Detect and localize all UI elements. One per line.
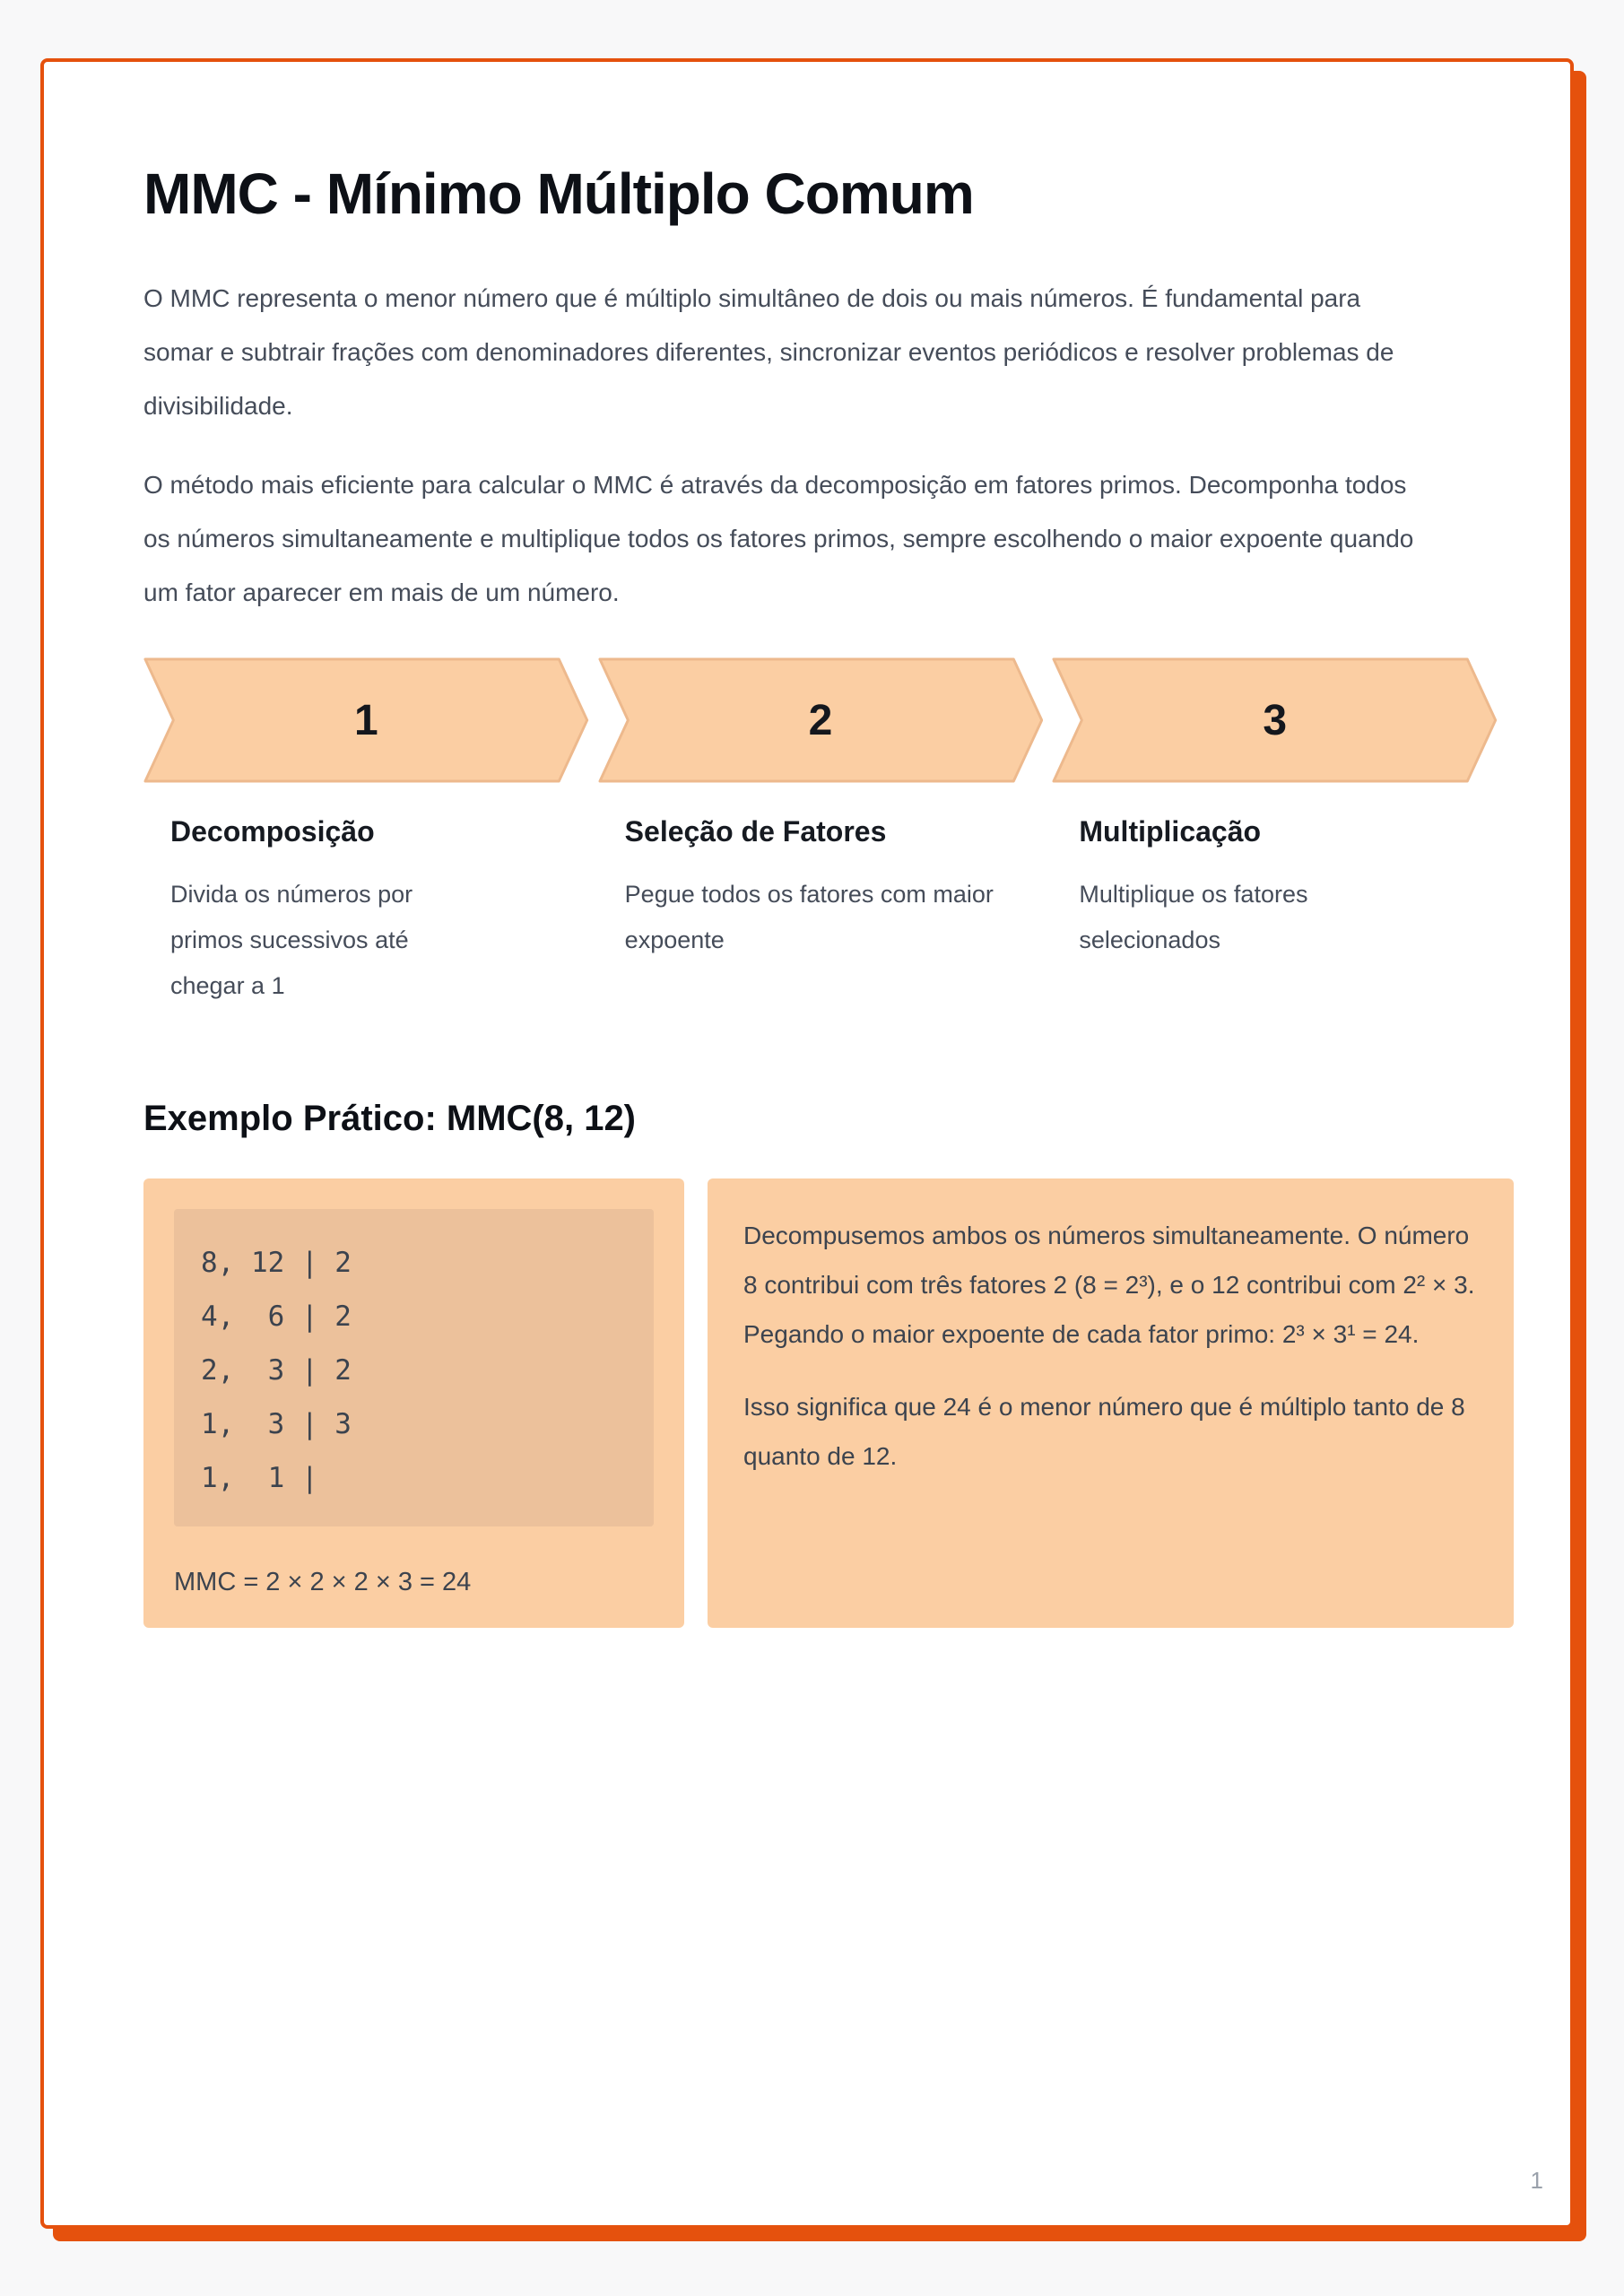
step-arrow-2 (598, 657, 1044, 783)
factorization-line: 4, 6 | 2 (201, 1300, 352, 1334)
step-description: Pegue todos os fatores com maior expoente (624, 881, 994, 954)
factorization-line: 1, 3 | 3 (201, 1408, 352, 1441)
factorization-line: 8, 12 | 2 (201, 1247, 352, 1280)
page-number: 1 (1530, 2167, 1543, 2194)
factorization-line: 1, 1 | (201, 1462, 318, 1495)
step-column-decomposicao (143, 815, 589, 1009)
factorization-table (174, 1209, 654, 1526)
intro-paragraph: O método mais eficiente para calcular o MMC é através da decomposição em fatores primos. Decomponha todos os números simultaneamente e multiplique todos os fatores primos, sempre escolhendo o maior expoente quando um fator aparecer em mais de um número. (143, 471, 1414, 607)
step-description: Divida os números por primos sucessivos até chegar a 1 (170, 881, 413, 1000)
factorization-box (143, 1178, 684, 1628)
example-section-heading: Exemplo Prático: MMC(8, 12) (143, 1099, 637, 1139)
explanation-paragraph: Isso significa que 24 é o menor número que é múltiplo tanto de 8 quanto de 12. (743, 1393, 1465, 1471)
steps-description-row (143, 815, 1498, 1009)
document-page (40, 58, 1574, 2229)
step-column-multiplicacao (1052, 815, 1498, 1009)
explanation-paragraph: Decompusemos ambos os números simultaneamente. O número 8 contribui com três fatores 2 (8 = 2³), e o 12 contribui com 2² × 3. Pegando o maior expoente de cada fator primo: 2³ × 3¹ = 24. (743, 1222, 1475, 1349)
step-arrow-1 (143, 657, 589, 783)
factorization-line: 2, 3 | 2 (201, 1354, 352, 1387)
step-number: 3 (1263, 696, 1288, 744)
page-title: MMC - Mínimo Múltiplo Comum (143, 161, 974, 226)
step-title: Seleção de Fatores (624, 815, 887, 848)
explanation-box (708, 1178, 1514, 1628)
step-description: Multiplique os fatores selecionados (1079, 881, 1308, 954)
step-number: 2 (808, 696, 833, 744)
intro-paragraph: O MMC representa o menor número que é múltiplo simultâneo de dois ou mais números. É fundamental para somar e subtrair frações com denominadores diferentes, sincronizar eventos periódicos e resolver problemas de divisibilidade. (143, 284, 1394, 421)
steps-arrow-row (143, 657, 1498, 783)
step-title: Multiplicação (1079, 815, 1262, 848)
step-number: 1 (353, 696, 378, 744)
step-arrow-3 (1052, 657, 1498, 783)
step-column-selecao (598, 815, 1044, 1009)
mmc-result-line: MMC = 2 × 2 × 2 × 3 = 24 (174, 1568, 472, 1597)
example-grid (143, 1178, 1514, 1628)
step-title: Decomposição (170, 815, 375, 848)
